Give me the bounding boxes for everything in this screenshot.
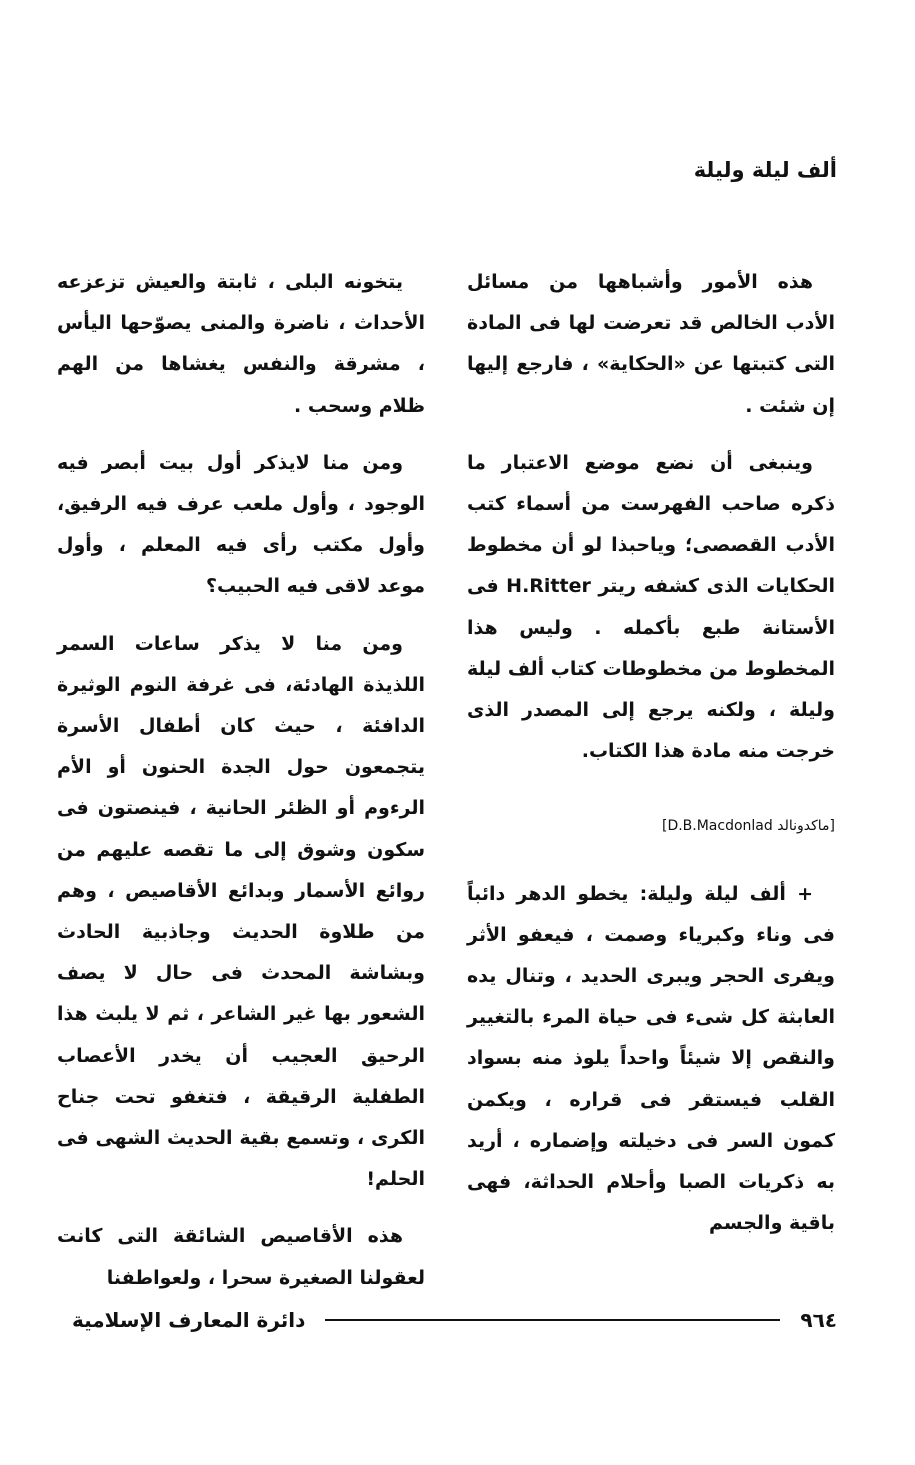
page-number: ٩٦٤	[800, 1308, 837, 1332]
right-column	[467, 262, 835, 1244]
footer-rule	[325, 1319, 780, 1321]
running-head: ألف ليلة وليلة	[693, 158, 837, 182]
left-column	[57, 262, 425, 1299]
entry-paragraph	[467, 874, 835, 1245]
paragraph: يتخونه البلى ، ثابتة والعيش تزعزعه الأحداث ، ناضرة والمنى يصوّحها اليأس ، مشرقة والنفس يغشاها من الهم ظلام وسحب .	[57, 271, 425, 417]
entry-text: يخطو الدهر دائباً فى وناء وكبرياء وصمت ، فيعفو الأثر ويفرى الحجر ويبرى الحديد ، وتنال يده العابثة كل شىء فى حياة المرء بالتغيير والنقص إلا شيئاً واحداً يلوذ منه بسواد القلب فيستقر فى قراره ، ويكمن كمون السر فى دخيلته وإضماره ، أريد به ذكريات الصبا وأحلام الحداثة، فهى باقية والجسم	[467, 882, 835, 1235]
paragraph: ومن منا لايذكر أول بيت أبصر فيه الوجود ، وأول ملعب عرف فيه الرفيق، وأول مكتب رأى فيه المعلم ، وأول موعد لاقى فيه الحبيب؟	[57, 451, 425, 598]
paragraph: وينبغى أن نضع موضع الاعتبار ما ذكره صاحب الفهرست من أسماء كتب الأدب القصصى؛ وياحبذا لو أن مخطوط الحكايات الذى كشفه ريتر H.Ritter فى الأستانة طبع بأكمله . وليس هذا المخطوط من مخطوطات كتاب ألف ليلة وليلة ، ولكنه يرجع إلى المصدر الذى خرجت منه مادة هذا الكتاب.	[467, 451, 836, 763]
entry-title: ألف ليلة وليلة:	[639, 882, 786, 905]
paragraph: هذه الأمور وأشباهها من مسائل الأدب الخالص قد تعرضت لها فى المادة التى كتبتها عن «الحكاية» ، فارجع إليها إن شئت .	[467, 271, 835, 417]
paragraph: ومن منا لا يذكر ساعات السمر اللذيذة الهادئة، فى غرفة النوم الوثيرة الدافئة ، حيث كان أطفال الأسرة يتجمعون حول الجدة الحنون أو الأم الرءوم أو الظئر الحانية ، فينصتون فى سكون وشوق إلى ما تقصه عليهم من روائع الأسمار وبدائع الأقاصيص ، وهم من طلاوة الحديث وجاذبية الحادث وبشاشة المحدث فى حال لا يصف الشعور بها غير الشاعر ، ثم لا يلبث هذا الرحيق العجيب أن يخدر الأعصاب الطفلية الرقيقة ، فتغفو تحت جناح الكرى ، وتسمع بقية الحديث الشهى فى الحلم!	[57, 632, 425, 1191]
page-footer	[72, 1300, 837, 1340]
paragraph: هذه الأقاصيص الشائقة التى كانت لعقولنا الصغيرة سحرا ، ولعواطفنا	[57, 1225, 425, 1289]
journal-title: دائرة المعارف الإسلامية	[72, 1308, 306, 1332]
entry-marker: +	[797, 882, 813, 905]
author-attribution: [ماكدونالد D.B.Macdonlad]	[661, 818, 835, 835]
